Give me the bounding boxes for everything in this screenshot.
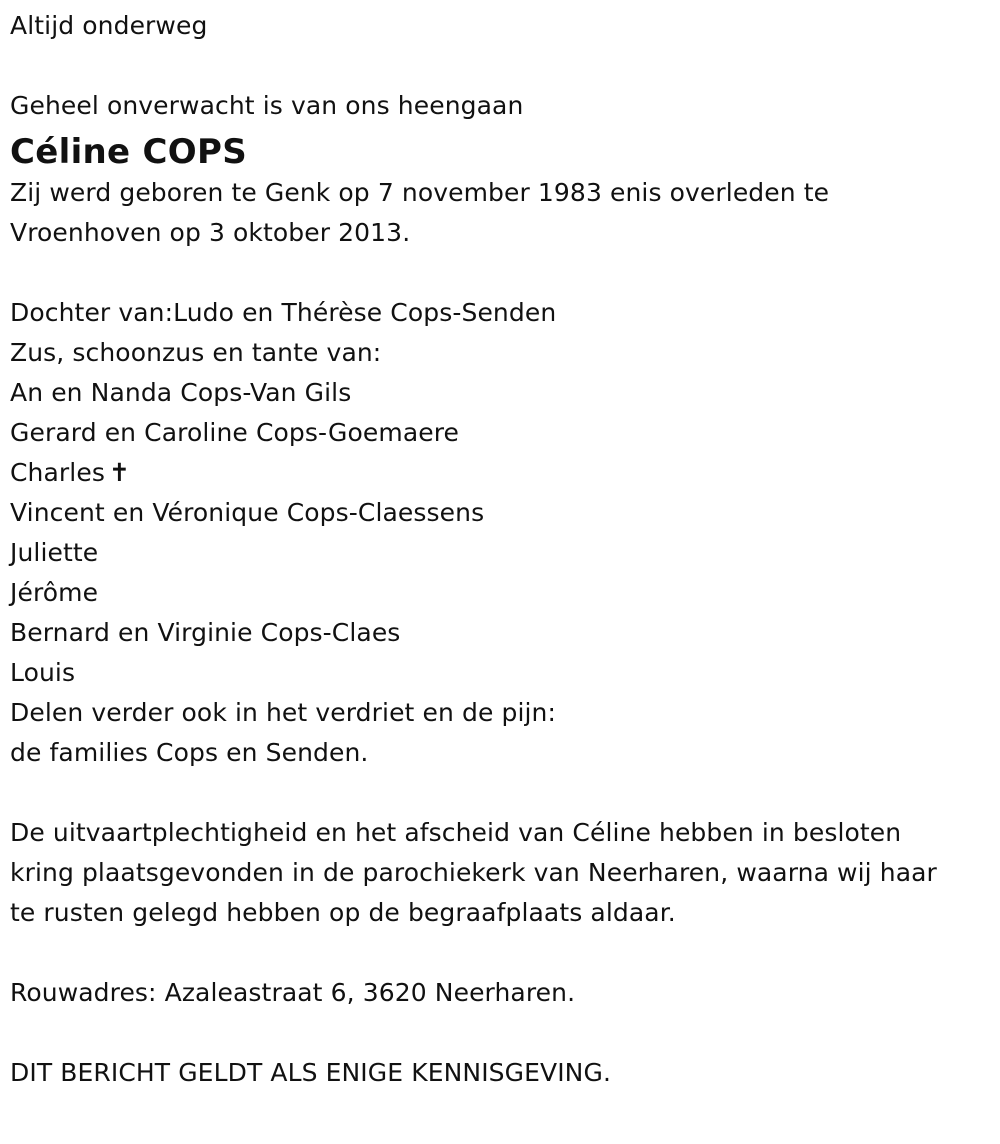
birth-line-2: Vroenhoven op 3 oktober 2013. (10, 218, 411, 247)
family-line-siblings-heading: Zus, schoonzus en tante van: (10, 338, 382, 367)
closing-statement: DIT BERICHT GELDT ALS ENIGE KENNISGEVING. (10, 1058, 611, 1087)
family-line-gerard-caroline: Gerard en Caroline Cops-Goemaere (10, 418, 460, 447)
intro-text: Geheel onverwacht is van ons heengaan (10, 91, 524, 120)
family-line-parents: Dochter van:Ludo en Thérèse Cops-Senden (10, 298, 557, 327)
family-line-sharing: Delen verder ook in het verdriet en de pijn: (10, 698, 557, 727)
spacer (10, 253, 995, 293)
family-line-families: de families Cops en Senden. (10, 738, 369, 767)
mourning-address: Rouwadres: Azaleastraat 6, 3620 Neerharen. (10, 978, 576, 1007)
spacer (10, 933, 995, 973)
ceremony-line-2: kring plaatsgevonden in de parochiekerk van Neerharen, waarna wij haar (10, 858, 937, 887)
spacer (10, 773, 995, 813)
family-name-charles: Charles (10, 458, 105, 487)
family-line-juliette: Juliette (10, 538, 99, 567)
family-line-jerome: Jérôme (10, 578, 99, 607)
spacer (10, 46, 995, 86)
deceased-name: Céline COPS (10, 132, 247, 172)
obituary-notice (10, 0, 995, 1093)
family-line-charles (10, 453, 995, 493)
spacer (10, 1013, 995, 1053)
motto: Altijd onderweg (10, 11, 208, 40)
ceremony-line-3: te rusten gelegd hebben op de begraafplaats aldaar. (10, 898, 676, 927)
cross-icon: ✝ (108, 458, 131, 487)
birth-line-1: Zij werd geboren te Genk op 7 november 1983 enis overleden te (10, 178, 830, 207)
family-line-vincent-veronique: Vincent en Véronique Cops-Claessens (10, 498, 485, 527)
family-line-bernard-virginie: Bernard en Virginie Cops-Claes (10, 618, 401, 647)
family-line-an-nanda: An en Nanda Cops-Van Gils (10, 378, 352, 407)
ceremony-line-1: De uitvaartplechtigheid en het afscheid van Céline hebben in besloten (10, 818, 902, 847)
family-line-louis: Louis (10, 658, 76, 687)
